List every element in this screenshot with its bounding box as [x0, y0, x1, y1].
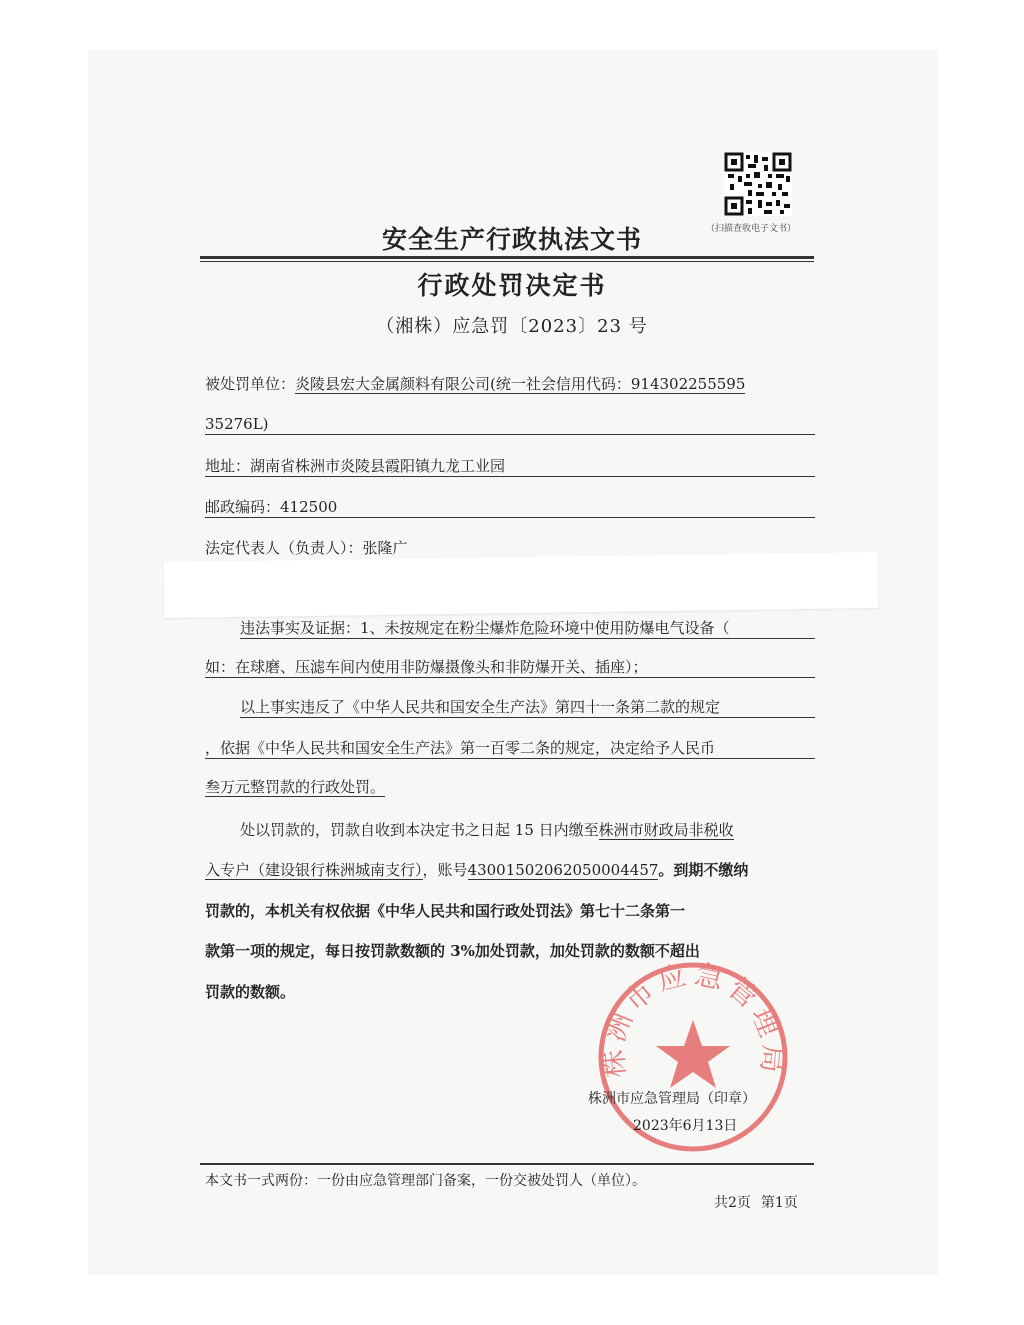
current-page: 第1页: [760, 1195, 798, 1211]
qr-caption: （扫描查收电子文书）: [706, 224, 797, 234]
payment-line-2: [205, 860, 815, 880]
issuer-line: 株洲市应急管理局（印章）: [588, 1091, 756, 1107]
account-number: 43001502062050004457: [467, 861, 659, 879]
payment-line-3: 罚款的，本机关有权依据《中华人民共和国行政处罚法》第七十二条第一: [205, 902, 686, 920]
payment-text-2d: 。到期不缴纳: [658, 861, 749, 879]
facts-label: 违法事实及证据：: [240, 619, 361, 637]
payment-text-1b: 株洲市财政局非税收: [598, 821, 734, 839]
payment-line-1: [240, 820, 815, 840]
document-number: （湘株）应急罚〔2023〕23 号: [376, 316, 648, 337]
redaction-strip: [164, 552, 879, 618]
postcode-value: 412500: [280, 498, 338, 516]
address-label: 地址：: [205, 457, 251, 475]
legal-line-3: [205, 777, 815, 797]
unit-value-cont: 35276L): [205, 414, 815, 435]
address-value: 湖南省株洲市炎陵县霞阳镇九龙工业园: [250, 457, 506, 475]
unit-line: [205, 374, 815, 394]
legal-line-1: 以上事实违反了《中华人民共和国安全生产法》第四十一条第二款的规定: [240, 697, 815, 718]
seal-text: 株洲市应急管理局: [595, 958, 791, 1080]
star-icon: [656, 1020, 730, 1088]
footer-note: 本文书一式两份：一份由应急管理部门备案，一份交被处罚人（单位）。: [205, 1173, 646, 1189]
payment-text-2b: ，账号: [422, 861, 468, 879]
document-title: 行政处罚决定书: [417, 271, 607, 300]
legal-text-3: 叁万元整罚款的行政处罚。: [205, 778, 386, 796]
legal-line-2: ，依据《中华人民共和国安全生产法》第一百零二条的规定，决定给予人民币: [205, 738, 815, 759]
facts-line-1: [240, 618, 815, 639]
payment-line-4: 款第一项的规定，每日按罚款数额的 3%加处罚款，加处罚款的数额不超出: [205, 942, 700, 960]
rep-value: 张隆广: [362, 539, 408, 557]
header-title: 安全生产行政执法文书: [381, 225, 642, 254]
address-line: [205, 456, 815, 477]
footer-divider: [200, 1163, 814, 1165]
unit-label: 被处罚单位：: [205, 375, 296, 393]
postcode-label: 邮政编码：: [205, 498, 281, 516]
total-pages: 共2页: [714, 1195, 751, 1211]
header-divider: [200, 256, 814, 259]
issue-date: 2023年6月13日: [633, 1118, 738, 1134]
header-divider-thin: [200, 261, 814, 262]
payment-text-1a: 处以罚款的，罚款自收到本决定书之日起 15 日内缴至: [240, 821, 599, 839]
facts-text-1: 1、未按规定在粉尘爆炸危险环境中使用防爆电气设备（: [360, 619, 730, 637]
facts-line-2: 如：在球磨、压滤车间内使用非防爆摄像头和非防爆开关、插座）；: [205, 657, 815, 678]
payment-line-5: 罚款的数额。: [205, 983, 296, 1001]
payment-text-2a: 入专户（建设银行株洲城南支行）: [205, 861, 423, 879]
qr-code-icon[interactable]: [724, 152, 792, 216]
unit-value: 炎陵县宏大金属颜料有限公司(统一社会信用代码：914302255595: [295, 375, 746, 393]
page-info: [714, 1192, 798, 1212]
postcode-line: [205, 497, 815, 518]
rep-label: 法定代表人（负责人）：: [205, 539, 363, 557]
